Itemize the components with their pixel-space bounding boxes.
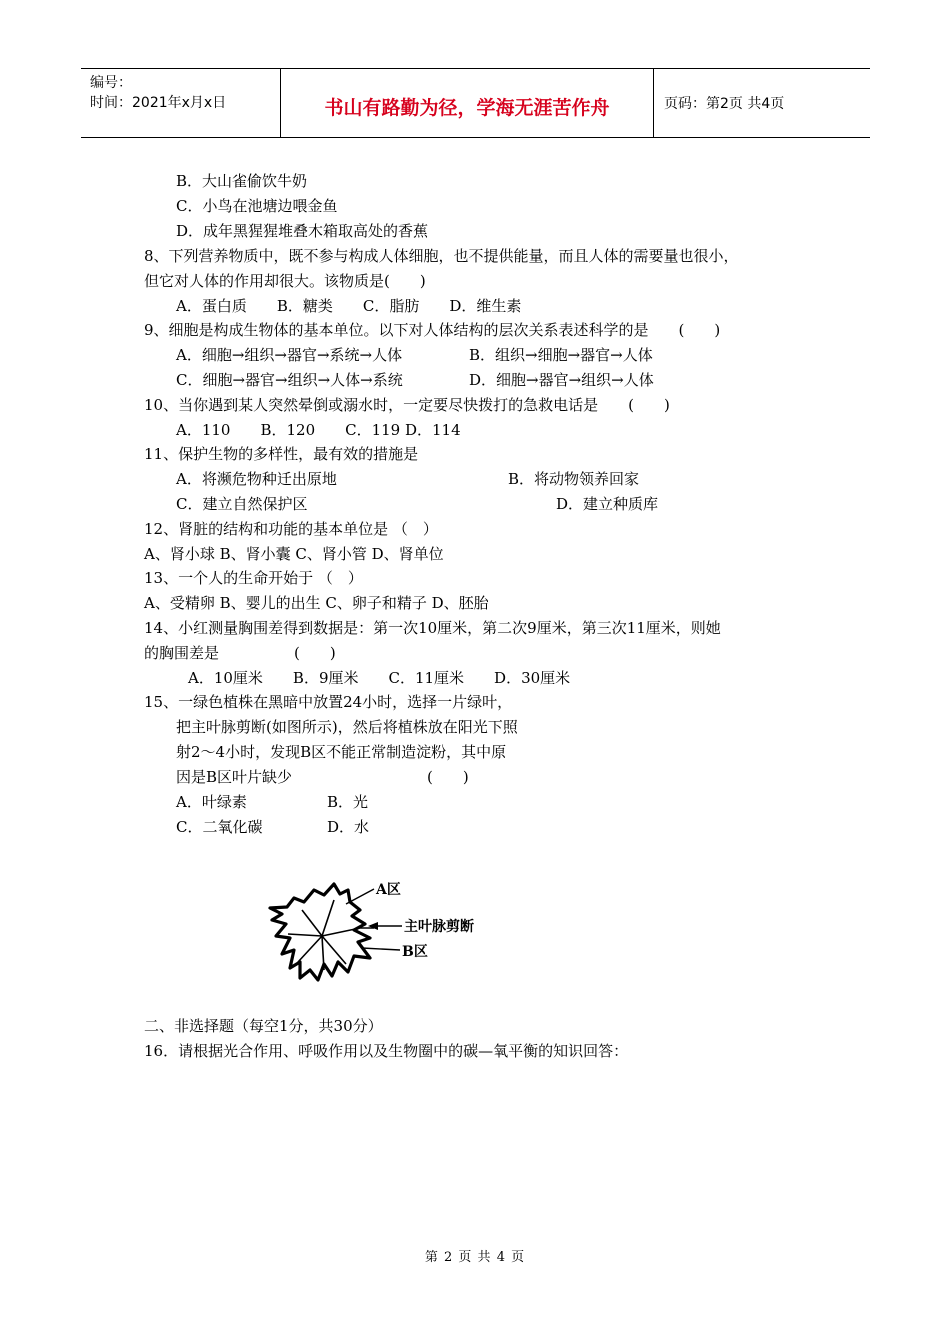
- number-label: 编号：: [90, 75, 132, 91]
- header-motto-cell: [281, 69, 654, 137]
- options-8: A．蛋白质 B．糖类 C．脂肪 D．维生素: [176, 297, 522, 315]
- option-11a: A．将濒危物种迁出原地: [176, 470, 337, 488]
- option-9c: C．细胞→器官→组织→人体→系统: [176, 371, 403, 389]
- option-9b: B．组织→细胞→器官→人体: [469, 346, 653, 364]
- option-9d: D．细胞→器官→组织→人体: [469, 371, 654, 389]
- options-10: A．110 B．120 C．119 D．114: [176, 421, 461, 439]
- question-10: 10、当你遇到某人突然晕倒或溺水时，一定要尽快拨打的急救电话是 ( ): [144, 396, 670, 414]
- option-11b: B．将动物领养回家: [508, 470, 640, 488]
- page-label: 页码：第2页 共4页: [664, 96, 785, 112]
- page-header: [81, 68, 870, 138]
- leaf-figure: [262, 880, 502, 990]
- page-footer: 第 2 页 共 4 页: [424, 1250, 526, 1265]
- label-zone-b: B区: [402, 944, 428, 960]
- question-8-line2: 但它对人体的作用却很大。该物质是( ): [144, 272, 426, 290]
- time-label: 时间：2021年x月x日: [90, 95, 227, 111]
- question-14-line2: 的胸围差是 ( ): [144, 644, 336, 662]
- question-15-line2: 把主叶脉剪断(如图所示)，然后将植株放在阳光下照: [176, 718, 518, 736]
- options-12: A、肾小球 B、肾小囊 C、肾小管 D、肾单位: [144, 545, 444, 563]
- question-16: 16．请根据光合作用、呼吸作用以及生物圈中的碳—氧平衡的知识回答：: [144, 1042, 629, 1060]
- question-8-line1: 8、下列营养物质中，既不参与构成人体细胞，也不提供能量，而且人体的需要量也很小，: [144, 247, 739, 265]
- option-7c: C．小鸟在池塘边喂金鱼: [176, 197, 338, 215]
- question-14-line1: 14、小红测量胸围差得到数据是：第一次10厘米，第二次9厘米，第三次11厘米，则她: [144, 619, 721, 637]
- option-15b: B．光: [327, 793, 369, 811]
- question-15-line1: 15、一绿色植株在黑暗中放置24小时，选择一片绿叶，: [144, 693, 513, 711]
- option-7b: B．大山雀偷饮牛奶: [176, 172, 308, 190]
- option-15a: A．叶绿素: [176, 793, 247, 811]
- option-9a: A．细胞→组织→器官→系统→人体: [176, 346, 403, 364]
- question-15-line3: 射2～4小时，发现B区不能正常制造淀粉，其中原: [176, 743, 507, 761]
- question-9: 9、细胞是构成生物体的基本单位。以下对人体结构的层次关系表述科学的是 ( ): [144, 321, 721, 339]
- question-12: 12、肾脏的结构和功能的基本单位是 （ ）: [144, 520, 438, 538]
- section-2-title: 二、非选择题（每空1分，共30分）: [144, 1017, 383, 1035]
- question-11: 11、保护生物的多样性，最有效的措施是: [144, 445, 419, 463]
- question-15-line4: 因是B区叶片缺少 ( ): [176, 768, 469, 786]
- options-14: A．10厘米 B．9厘米 C．11厘米 D．30厘米: [188, 669, 571, 687]
- option-15c: C．二氧化碳: [176, 818, 263, 836]
- option-15d: D．水: [327, 818, 370, 836]
- option-7d: D．成年黑猩猩堆叠木箱取高处的香蕉: [176, 222, 429, 240]
- option-11d: D．建立种质库: [556, 495, 659, 513]
- header-page-cell: [654, 69, 870, 137]
- motto: 书山有路勤为径，学海无涯苦作舟: [324, 97, 610, 119]
- label-zone-a: A区: [376, 882, 401, 898]
- option-11c: C．建立自然保护区: [176, 495, 308, 513]
- header-meta-cell: [81, 69, 281, 137]
- question-13: 13、一个人的生命开始于 （ ）: [144, 569, 363, 587]
- pointer-lines: [346, 889, 402, 950]
- label-main-vein-cut: 主叶脉剪断: [404, 919, 474, 935]
- options-13: A、受精卵 B、婴儿的出生 C、卵子和精子 D、胚胎: [144, 594, 489, 612]
